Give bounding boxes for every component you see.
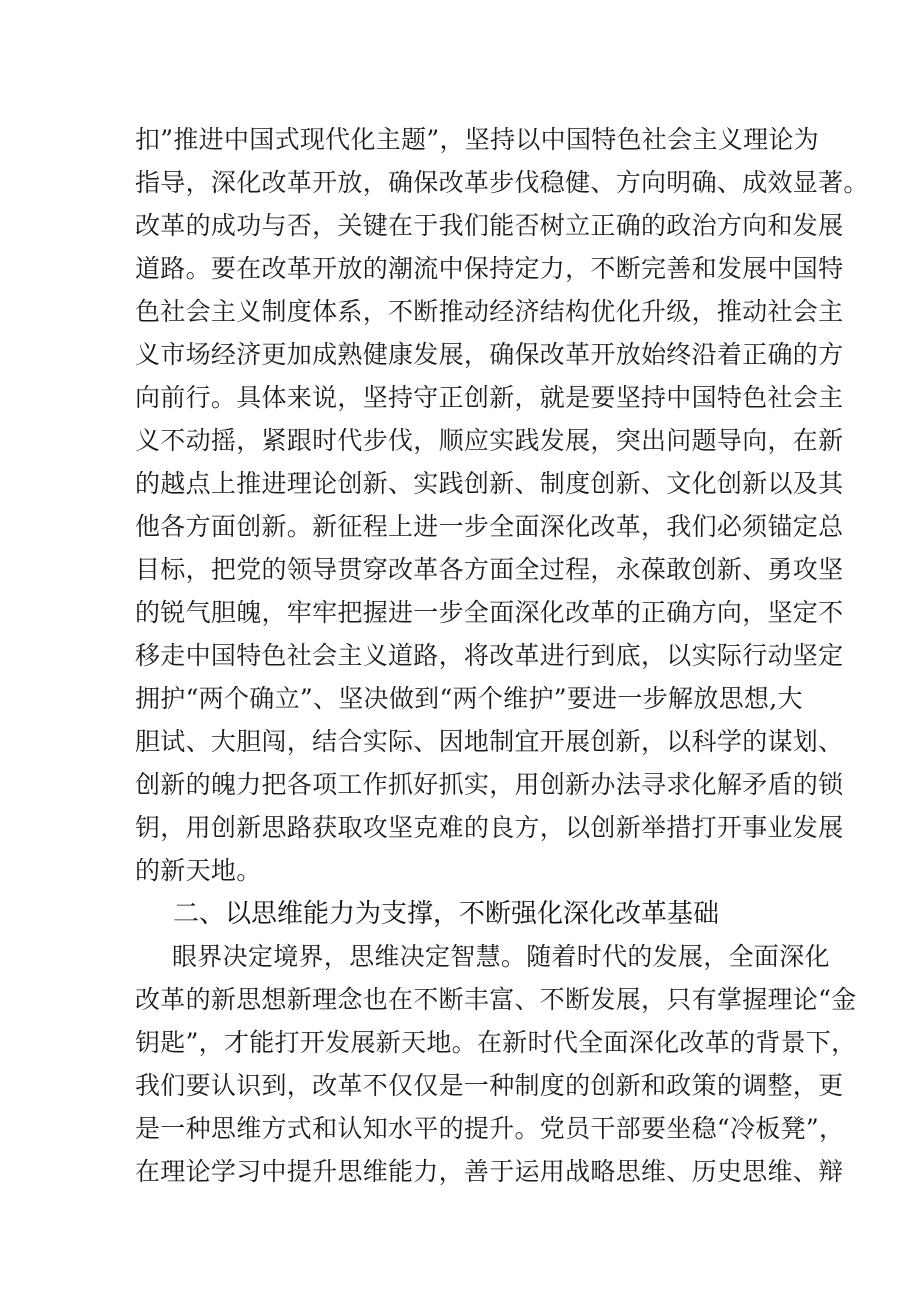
paragraph-1-line-14: 拥护“两个确立”、坚决做到“两个维护”要进一步解放思想,大	[135, 684, 803, 713]
paragraph-1-line-15: 胆试、大胆闯，结合实际、因地制宜开展创新，以科学的谋划、	[135, 727, 844, 756]
paragraph-1-line-2: 指导，深化改革开放，确保改革步伐稳健、方向明确、成效显著。	[135, 168, 869, 197]
paragraph-1-line-12: 的锐气胆魄，牢牢把握进一步全面深化改革的正确方向，坚定不	[135, 598, 844, 627]
paragraph-1-line-11: 目标，把党的领导贯穿改革各方面全过程，永葆敢创新、勇攻坚	[135, 555, 844, 584]
paragraph-2-line-2: 改革的新思想新理念也在不断丰富、不断发展，只有掌握理论“金	[135, 985, 857, 1014]
paragraph-2-line-4: 我们要认识到，改革不仅仅是一种制度的创新和政策的调整，更	[135, 1071, 844, 1100]
paragraph-1-line-6: 义市场经济更加成熟健康发展，确保改革开放始终沿着正确的方	[135, 340, 844, 369]
paragraph-1-line-16: 创新的魄力把各项工作抓好抓实，用创新办法寻求化解矛盾的锁	[135, 770, 844, 799]
paragraph-2-line-6: 在理论学习中提升思维能力，善于运用战略思维、历史思维、辩	[135, 1157, 844, 1186]
paragraph-1-line-10: 他各方面创新。新征程上进一步全面深化改革，我们必须锚定总	[135, 512, 844, 541]
paragraph-1-line-4: 道路。要在改革开放的潮流中保持定力，不断完善和发展中国特	[135, 254, 844, 283]
paragraph-1-line-1: 扣”推进中国式现代化主题”，坚持以中国特色社会主义理论为	[135, 125, 819, 154]
paragraph-1-line-18: 的新天地。	[135, 856, 262, 885]
paragraph-2-line-5: 是一种思维方式和认知水平的提升。党员干部要坐稳“冷板凳”，	[135, 1114, 845, 1143]
paragraph-2-line-1: 眼界决定境界，思维决定智慧。随着时代的发展，全面深化	[172, 942, 830, 971]
paragraph-2-line-3: 钥匙”，才能打开发展新天地。在新时代全面深化改革的背景下，	[135, 1028, 857, 1057]
section-heading: 二、以思维能力为支撑，不断强化深化改革基础	[173, 899, 720, 929]
paragraph-1-line-17: 钥，用创新思路获取攻坚克难的良方，以创新举措打开事业发展	[135, 813, 844, 842]
paragraph-1-line-8: 义不动摇，紧跟时代步伐，顺应实践发展，突出问题导向，在新	[135, 426, 844, 455]
paragraph-1-line-13: 移走中国特色社会主义道路，将改革进行到底，以实际行动坚定	[135, 641, 844, 670]
paragraph-1-line-7: 向前行。具体来说，坚持守正创新，就是要坚持中国特色社会主	[135, 383, 844, 412]
paragraph-1-line-3: 改革的成功与否，关键在于我们能否树立正确的政治方向和发展	[135, 211, 844, 240]
paragraph-1-line-9: 的越点上推进理论创新、实践创新、制度创新、文化创新以及其	[135, 469, 844, 498]
paragraph-1-line-5: 色社会主义制度体系，不断推动经济结构优化升级，推动社会主	[135, 297, 844, 326]
